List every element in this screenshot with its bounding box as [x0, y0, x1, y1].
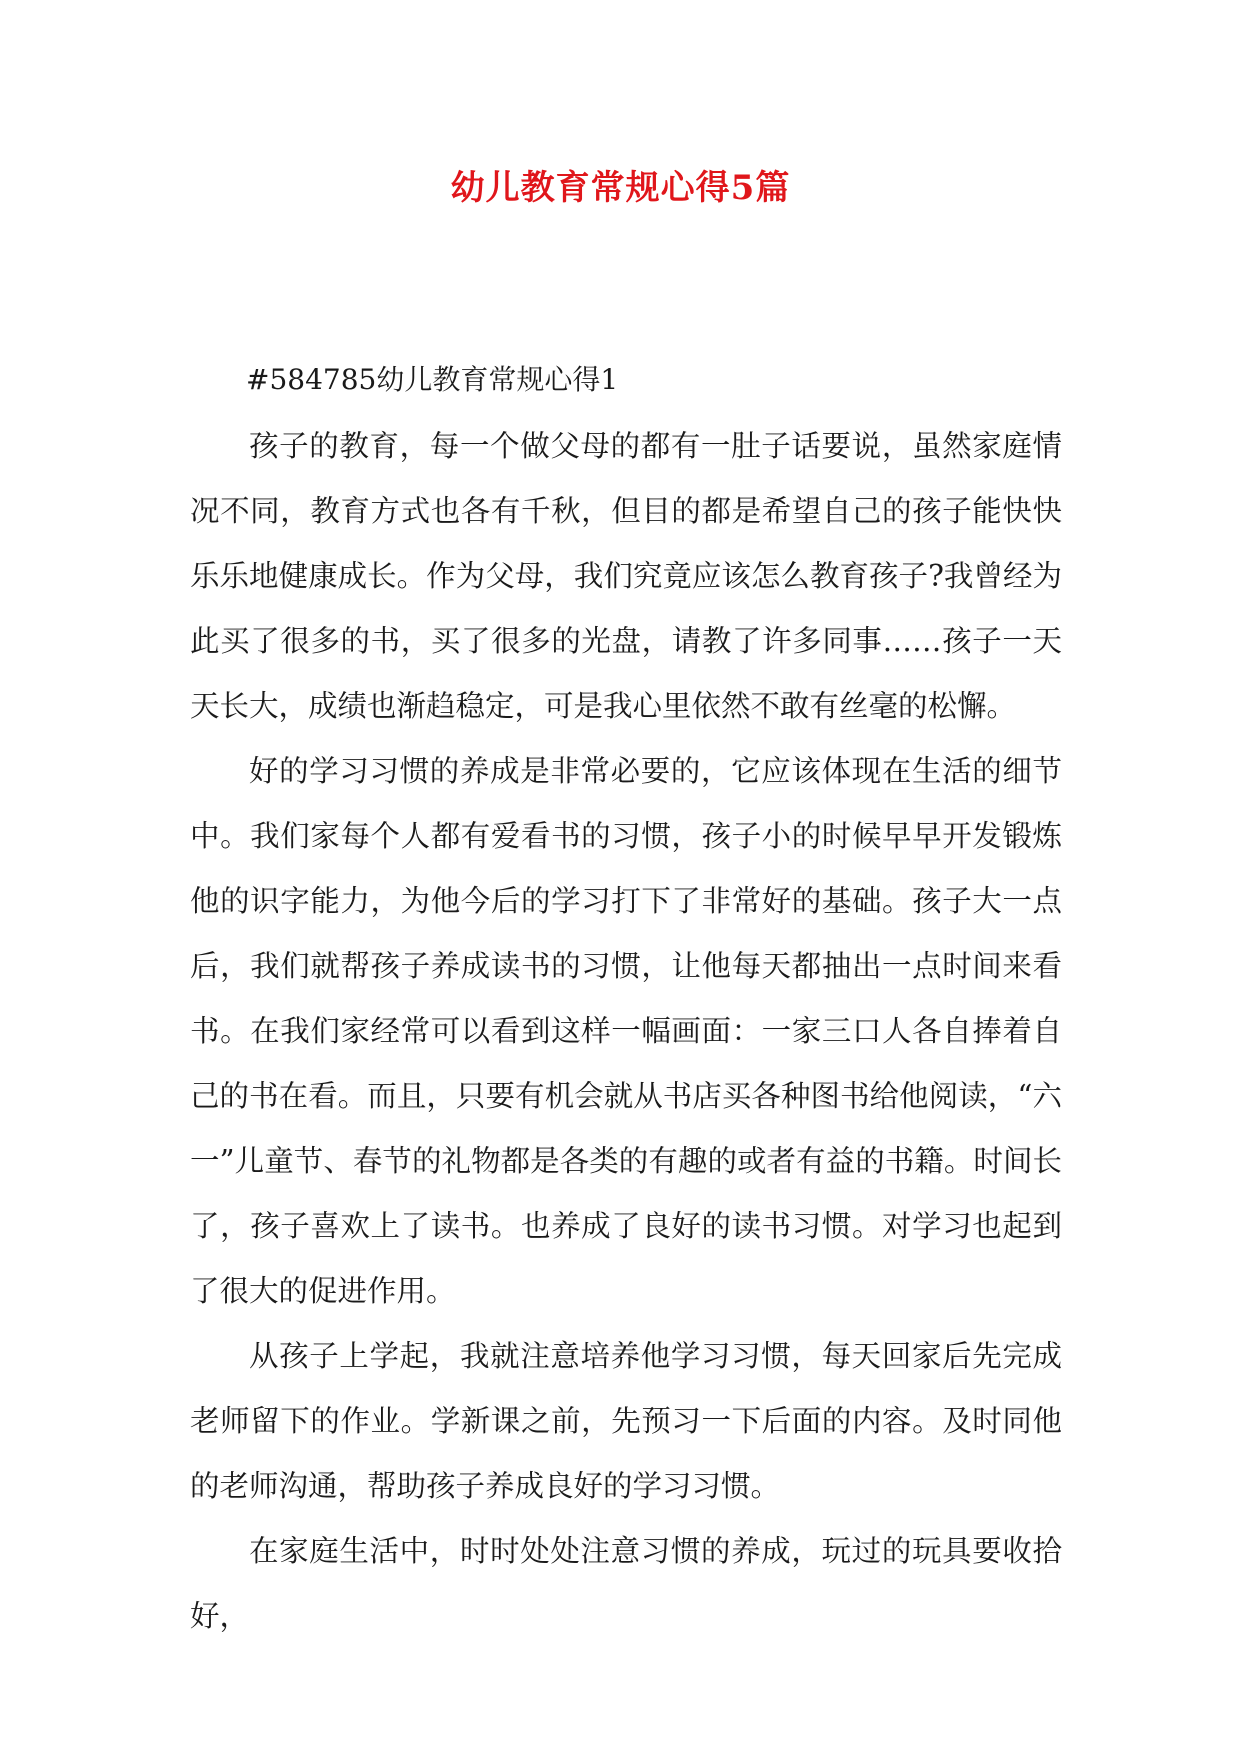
section-heading: #584785幼儿教育常规心得1: [246, 363, 619, 396]
document-title: 幼儿教育常规心得5篇: [450, 168, 791, 208]
paragraph-3: 从孩子上学起，我就注意培养他学习习惯，每天回家后先完成老师留下的作业。学新课之前，先预习一下后面的内容。及时同他的老师沟通，帮助孩子养成良好的学习习惯。: [190, 1339, 1062, 1503]
paragraph-2: 好的学习习惯的养成是非常必要的，它应该体现在生活的细节中。我们家每个人都有爱看书的习惯，孩子小的时候早早开发锻炼他的识字能力，为他今后的学习打下了非常好的基础。孩子大一点后，我们就帮孩子养成读书的习惯，让他每天都抽出一点时间来看书。在我们家经常可以看到这样一幅画面：一家三口人各自捧着自己的书在看。而且，只要有机会就从书店买各种图书给他阅读，“六一”儿童节、春节的礼物都是各类的有趣的或者有益的书籍。时间长了，孩子喜欢上了读书。也养成了良好的读书习惯。对学习也起到了很大的促进作用。: [190, 754, 1062, 1308]
paragraph-1: 孩子的教育，每一个做父母的都有一肚子话要说，虽然家庭情况不同，教育方式也各有千秋，但目的都是希望自己的孩子能快快乐乐地健康成长。作为父母，我们究竟应该怎么教育孩子?我曾经为此买了很多的书，买了很多的光盘，请教了许多同事……孩子一天天长大，成绩也渐趋稳定，可是我心里依然不敢有丝毫的松懈。: [190, 429, 1062, 723]
document-body: [190, 414, 1062, 1649]
paragraph-4: 在家庭生活中，时时处处注意习惯的养成，玩过的玩具要收拾好，: [190, 1534, 1062, 1633]
